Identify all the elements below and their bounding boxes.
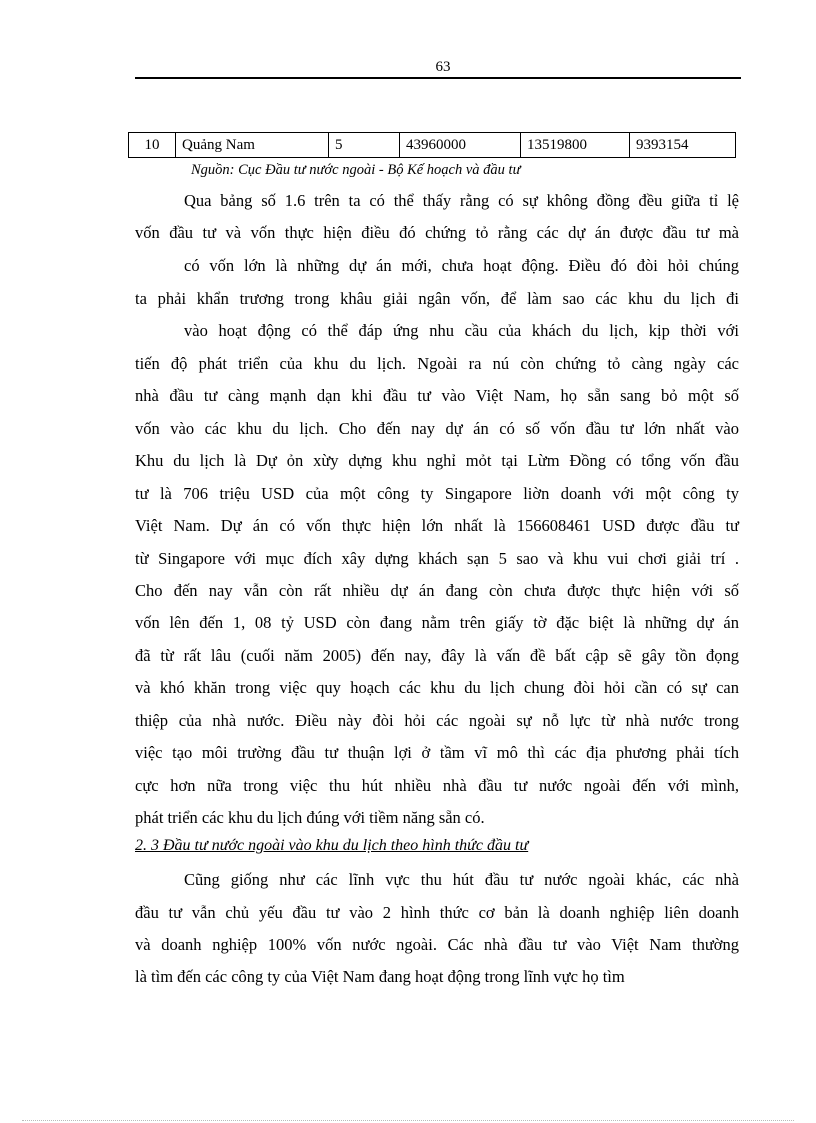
paragraph-line: và doanh nghiệp 100% vốn nước ngoài. Các nhà đầu tư vào Việt Nam thường bbox=[135, 935, 739, 954]
paragraph-line: thiệp của nhà nước. Điều này đòi hỏi các ngoài sự nỗ lực từ nhà nước trong bbox=[135, 711, 739, 730]
paragraph-line: đã từ rất lâu (cuối năm 2005) đến nay, đây là vấn đề bất cập sẽ gây tồn đọng bbox=[135, 646, 739, 665]
paragraph-line: từ Singapore với mục đích xây dựng khách sạn 5 sao và khu vui chơi giải trí . bbox=[135, 549, 739, 568]
paragraph-line: cực hơn nữa trong việc thu hút nhiều nhà đầu tư nước ngoài đến với mình, bbox=[135, 776, 739, 795]
paragraph-line: vốn vào các khu du lịch. Cho đến nay dự án có số vốn đầu tư lớn nhất vào bbox=[135, 419, 739, 438]
paragraph-line: tiến độ phát triển của khu du lịch. Ngoài ra nú còn chứng tỏ càng ngày các bbox=[135, 354, 739, 373]
table-cell-province: Quảng Nam bbox=[176, 133, 329, 158]
paragraph-line: vốn lên đến 1, 08 tỷ USD còn đang nằm trên giấy tờ đặc biệt là những dự án bbox=[135, 613, 739, 632]
paragraph-line: Việt Nam. Dự án có vốn thực hiện lớn nhất là 156608461 USD được đầu tư bbox=[135, 516, 739, 535]
section-heading: 2. 3 Đầu tư nước ngoài vào khu du lịch theo hình thức đầu tư bbox=[135, 837, 529, 854]
paragraph-line: đầu tư vẫn chủ yếu đầu tư vào 2 hình thức cơ bản là doanh nghiệp liên doanh bbox=[135, 903, 739, 922]
table-cell-index: 10 bbox=[129, 133, 176, 158]
paragraph-line: là tìm đến các công ty của Việt Nam đang hoạt động trong lĩnh vực họ tìm bbox=[135, 967, 625, 986]
table-cell-implemented-capital: 9393154 bbox=[630, 133, 736, 158]
header-rule bbox=[135, 77, 741, 79]
paragraph-line: phát triển các khu du lịch đúng với tiềm năng sẵn có. bbox=[135, 808, 485, 827]
table-cell-registered-capital: 43960000 bbox=[400, 133, 521, 158]
page-bottom-border bbox=[22, 1120, 794, 1121]
paragraph-line: vào hoạt động có thể đáp ứng nhu cầu của khách du lịch, kịp thời với bbox=[184, 321, 739, 340]
table-source-note: Nguồn: Cục Đầu tư nước ngoài - Bộ Kế hoạch và đầu tư bbox=[191, 162, 521, 178]
paragraph-line: và khó khăn trong việc quy hoạch các khu du lịch chung đòi hỏi cần có sự can bbox=[135, 678, 739, 697]
page-number: 63 bbox=[435, 59, 451, 75]
paragraph-line: tư là 706 triệu USD của một công ty Singapore liờn doanh với một công ty bbox=[135, 484, 739, 503]
paragraph-line: Cũng giống như các lĩnh vực thu hút đầu tư nước ngoài khác, các nhà bbox=[184, 870, 739, 889]
paragraph-line: Khu du lịch là Dự ỏn xừy dựng khu nghỉ mỏt tại Lừm Đồng có tổng vốn đầu bbox=[135, 451, 739, 470]
table-cell-project-count: 5 bbox=[329, 133, 400, 158]
paragraph-line: ta phải khẩn trương trong khâu giải ngân vốn, để làm sao các khu du lịch đi bbox=[135, 289, 739, 308]
table-row bbox=[129, 133, 736, 158]
table-cell-legal-capital: 13519800 bbox=[521, 133, 630, 158]
data-table bbox=[128, 132, 736, 158]
paragraph-line: có vốn lớn là những dự án mới, chưa hoạt động. Điều đó đòi hỏi chúng bbox=[184, 256, 739, 275]
paragraph-line: vốn đầu tư và vốn thực hiện điều đó chứng tỏ rằng các dự án được đầu tư mà bbox=[135, 223, 739, 242]
paragraph-line: việc tạo môi trường đầu tư thuận lợi ở tầm vĩ mô thì các địa phương phải tích bbox=[135, 743, 739, 762]
paragraph-line: Cho đến nay vẫn còn rất nhiều dự án đang còn chưa được thực hiện với số bbox=[135, 581, 739, 600]
paragraph-line: nhà đầu tư càng mạnh dạn khi đầu tư vào Việt Nam, họ sẵn sang bỏ một số bbox=[135, 386, 739, 405]
paragraph-line: Qua bảng số 1.6 trên ta có thể thấy rằng có sự không đồng đều giữa tỉ lệ bbox=[184, 191, 739, 210]
